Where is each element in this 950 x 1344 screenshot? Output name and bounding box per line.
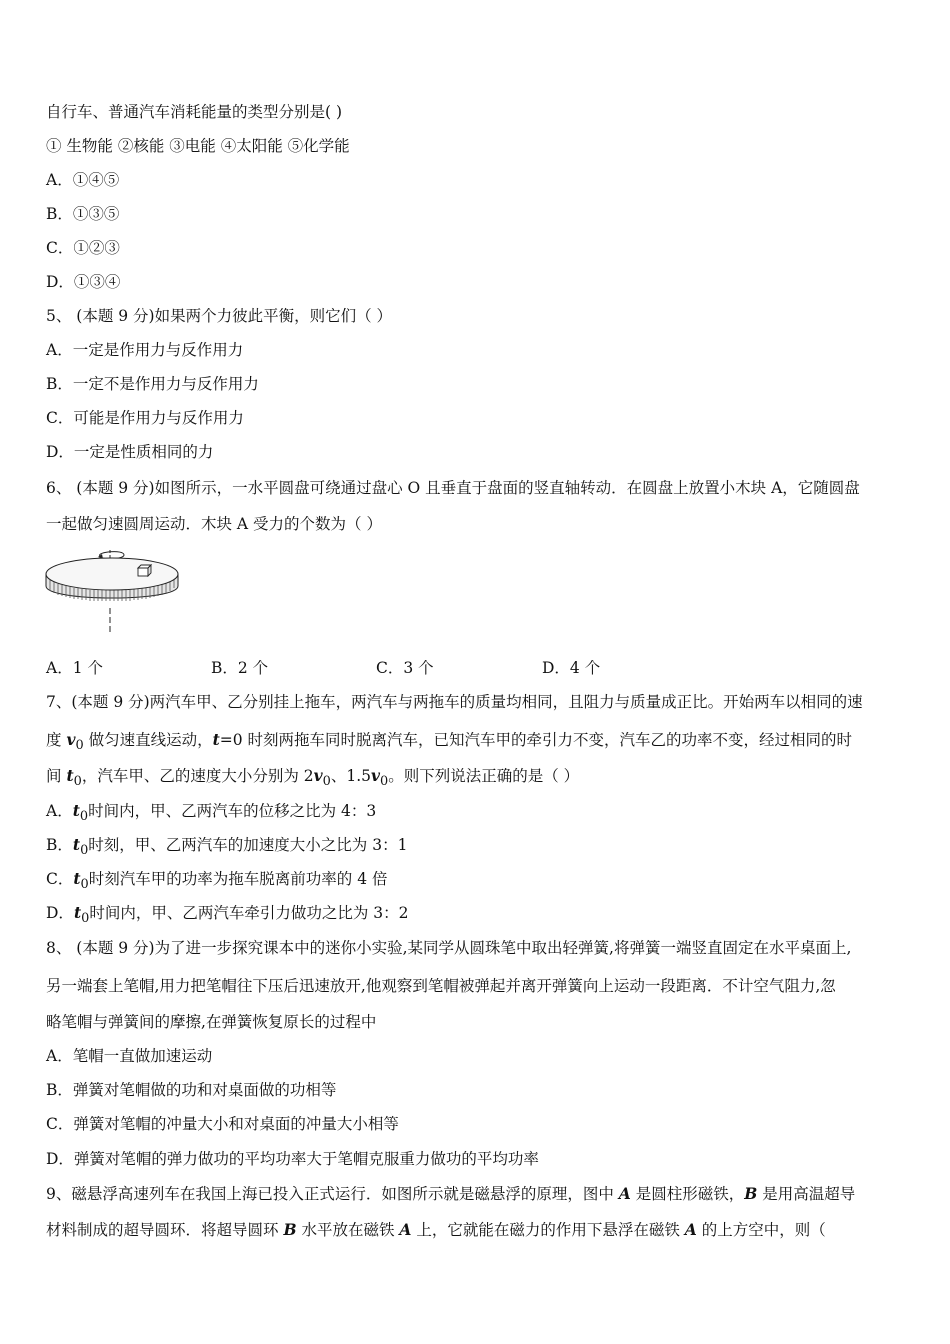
q7-l3-sub1: 0	[322, 774, 331, 790]
q8-stem-line3: 略笔帽与弹簧间的摩擦,在弹簧恢复原长的过程中	[46, 1013, 377, 1031]
q7-l3-t: t	[66, 766, 74, 785]
q7-stem-line2	[46, 730, 852, 756]
q7-l2-c: =0 时刻两拖车同时脱离汽车，已知汽车甲的牵引力不变，汽车乙的功率不变，经过相同的时	[219, 731, 853, 749]
q9-l2-B: B	[283, 1220, 297, 1239]
q7-l2-a: 度	[46, 731, 67, 749]
q9-l1-A: A	[618, 1184, 631, 1203]
q9-l2-b: 水平放在磁铁	[296, 1221, 400, 1239]
q9-l2-c: 上，它就能在磁力的作用下悬浮在磁铁	[411, 1221, 685, 1239]
q9-l2-A2: A	[684, 1220, 697, 1239]
q6-option-c: C．3 个	[376, 659, 434, 677]
q7-d-text: 时间内，甲、乙两汽车牵引力做功之比为 3：2	[89, 904, 409, 922]
q7-l3-v1: v	[313, 766, 323, 785]
q5-option-d: D．一定是性质相同的力	[46, 443, 214, 461]
q9-l1-b: 是圆柱形磁铁，	[630, 1185, 745, 1203]
q8-option-a: A．笔帽一直做加速运动	[46, 1047, 213, 1065]
q7-c-label: C．	[46, 870, 74, 888]
q7-a-label: A．	[46, 802, 73, 820]
q9-l2-a: 材料制成的超导圆环．将超导圆环	[46, 1221, 284, 1239]
q7-d-t: t	[73, 903, 82, 922]
q7-b-text: 时刻，甲、乙两汽车的加速度大小之比为 3：1	[88, 836, 408, 854]
q6-stem-line2: 一起做匀速圆周运动．木块 A 受力的个数为（ ）	[46, 515, 382, 533]
q6-options-row	[46, 658, 906, 678]
q7-l2-b: 做匀速直线运动，	[83, 731, 213, 749]
q4-option-d: D．①③④	[46, 273, 121, 291]
q7-l2-v: v	[66, 730, 76, 749]
q7-stem-line3	[46, 766, 579, 792]
q5-option-a: A．一定是作用力与反作用力	[46, 341, 244, 359]
q8-option-b: B．弹簧对笔帽做的功和对桌面做的功相等	[46, 1081, 337, 1099]
q7-stem-line1: 7、(本题 9 分)两汽车甲、乙分别挂上拖车，两汽车与两拖车的质量均相同，且阻力与质量成正比。开始两车以相同的速	[46, 693, 863, 711]
q7-l3-v2: v	[371, 766, 381, 785]
q7-option-a	[46, 801, 376, 827]
q9-l1-a: 9、磁悬浮高速列车在我国上海已投入正式运行．如图所示就是磁悬浮的原理，图中	[46, 1185, 619, 1203]
q5-option-c: C．可能是作用力与反作用力	[46, 409, 244, 427]
q9-stem-line1	[46, 1184, 855, 1204]
q4-option-a: A．①④⑤	[46, 171, 120, 189]
q7-l3-a: 间	[46, 767, 67, 785]
q7-l3-sub2: 0	[380, 774, 389, 790]
q7-option-c	[46, 869, 387, 895]
q6-option-a: A．1 个	[46, 659, 103, 677]
q7-a-text: 时间内，甲、乙两汽车的位移之比为 4：3	[88, 802, 377, 820]
q7-l2-t: t	[212, 730, 220, 749]
q5-stem: 5、 (本题 9 分)如果两个力彼此平衡，则它们（ ）	[46, 307, 393, 325]
q7-d-label: D．	[46, 904, 74, 922]
q7-b-label: B．	[46, 836, 73, 854]
q9-l2-A1: A	[399, 1220, 412, 1239]
q7-l3-b: ，汽车甲、乙的速度大小分别为 2	[81, 767, 314, 785]
disk-top	[46, 558, 178, 590]
q7-l3-sub: 0	[73, 774, 82, 790]
q7-l3-d: 。则下列说法正确的是（ ）	[388, 767, 580, 785]
q8-option-d: D．弹簧对笔帽的弹力做功的平均功率大于笔帽克服重力做功的平均功率	[46, 1150, 539, 1168]
q8-option-c: C．弹簧对笔帽的冲量大小和对桌面的冲量大小相等	[46, 1115, 399, 1133]
q7-a-t: t	[72, 801, 80, 820]
q7-l2-sub: 0	[75, 738, 84, 754]
q9-stem-line2	[46, 1220, 826, 1240]
q7-l3-c: 、1.5	[330, 767, 372, 785]
q7-c-text: 时刻汽车甲的功率为拖车脱离前功率的 4 倍	[88, 870, 388, 888]
q9-l2-d: 的上方空中，则（	[696, 1221, 826, 1239]
q6-option-d: D．4 个	[542, 659, 601, 677]
q9-l1-c: 是用高温超导	[757, 1185, 856, 1203]
q7-d-sub: 0	[81, 911, 90, 927]
q7-c-sub: 0	[80, 877, 89, 893]
q7-c-t: t	[73, 869, 81, 888]
q9-l1-B: B	[744, 1184, 758, 1203]
q6-stem-line1: 6、 (本题 9 分)如图所示，一水平圆盘可绕通过盘心 O 且垂直于盘面的竖直轴转动．在圆盘上放置小木块 A，它随圆盘	[46, 479, 860, 497]
q4-option-b: B．①③⑤	[46, 205, 120, 223]
q4-stem: 自行车、普通汽车消耗能量的类型分别是( )	[46, 103, 343, 121]
q8-stem-line1: 8、 (本题 9 分)为了进一步探究课本中的迷你小实验,某同学从圆珠笔中取出轻弹簧,将弹簧一端竖直固定在水平桌面上,	[46, 939, 852, 957]
q6-option-b: B．2 个	[211, 659, 269, 677]
block-a	[138, 565, 151, 576]
q7-b-t: t	[72, 835, 81, 854]
q4-option-c: C．①②③	[46, 239, 120, 257]
q5-option-b: B．一定不是作用力与反作用力	[46, 375, 259, 393]
q7-option-d	[46, 903, 408, 929]
q7-b-sub: 0	[80, 843, 89, 859]
rotating-disk-figure	[44, 546, 184, 636]
q4-items: ① 生物能 ②核能 ③电能 ④太阳能 ⑤化学能	[46, 137, 350, 155]
q8-stem-line2: 另一端套上笔帽,用力把笔帽往下压后迅速放开,他观察到笔帽被弹起并离开弹簧向上运动一段距离．不计空气阻力,忽	[46, 977, 836, 995]
q7-option-b	[46, 835, 407, 861]
q7-a-sub: 0	[79, 809, 89, 825]
